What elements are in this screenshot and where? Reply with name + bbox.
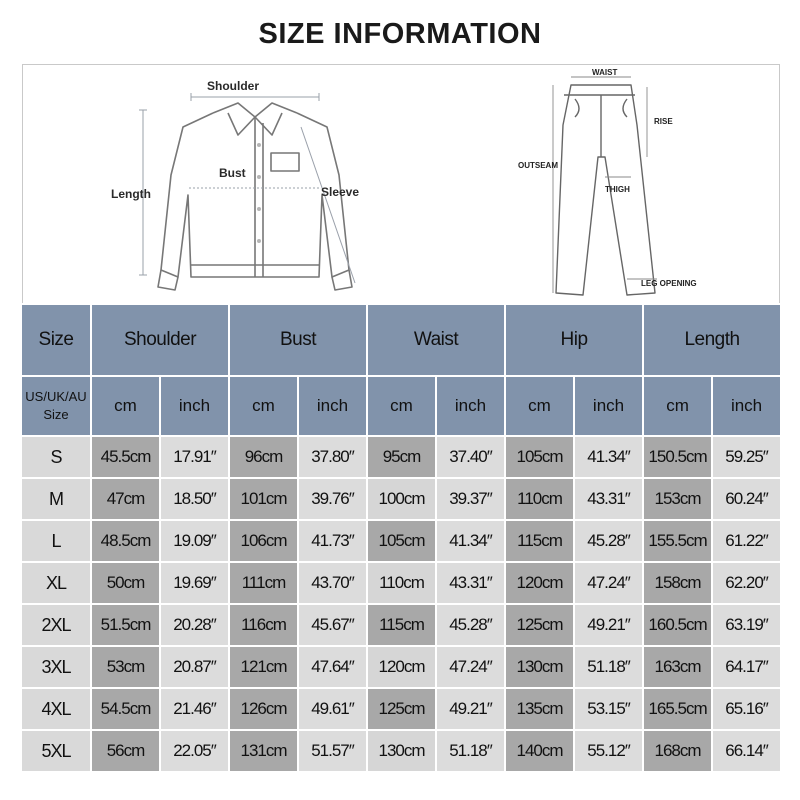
thigh-label: THIGH [605, 185, 630, 194]
subheader-cm: cm [230, 377, 297, 435]
inch-value-cell: 39.76″ [299, 479, 366, 519]
cm-value-cell: 53cm [92, 647, 159, 687]
shoulder-label: Shoulder [207, 79, 260, 93]
table-row [22, 521, 780, 561]
cm-value-cell: 115cm [368, 605, 435, 645]
sleeve-label: Sleeve [321, 185, 360, 199]
inch-value-cell: 47.64″ [299, 647, 366, 687]
size-cell: 4XL [22, 689, 90, 729]
cm-value-cell: 110cm [368, 563, 435, 603]
rise-label: RISE [654, 117, 673, 126]
subheader-inch: inch [437, 377, 504, 435]
inch-value-cell: 18.50″ [161, 479, 228, 519]
table-row [22, 437, 780, 477]
table-row [22, 563, 780, 603]
length-label: Length [111, 187, 151, 201]
inch-value-cell: 55.12″ [575, 731, 642, 771]
cm-value-cell: 168cm [644, 731, 711, 771]
subheader-cm: cm [644, 377, 711, 435]
cm-value-cell: 155.5cm [644, 521, 711, 561]
cm-value-cell: 95cm [368, 437, 435, 477]
inch-value-cell: 17.91″ [161, 437, 228, 477]
cm-value-cell: 54.5cm [92, 689, 159, 729]
inch-value-cell: 21.46″ [161, 689, 228, 729]
cm-value-cell: 51.5cm [92, 605, 159, 645]
size-cell: 2XL [22, 605, 90, 645]
inch-value-cell: 45.28″ [437, 605, 504, 645]
subheader-inch: inch [713, 377, 780, 435]
inch-value-cell: 51.18″ [437, 731, 504, 771]
inch-value-cell: 37.80″ [299, 437, 366, 477]
inch-value-cell: 39.37″ [437, 479, 504, 519]
cm-value-cell: 96cm [230, 437, 297, 477]
cm-value-cell: 106cm [230, 521, 297, 561]
subheader-inch: inch [299, 377, 366, 435]
cm-value-cell: 121cm [230, 647, 297, 687]
inch-value-cell: 61.22″ [713, 521, 780, 561]
cm-value-cell: 163cm [644, 647, 711, 687]
header-row [22, 305, 780, 375]
table-row [22, 605, 780, 645]
size-cell: S [22, 437, 90, 477]
cm-value-cell: 153cm [644, 479, 711, 519]
header-bust: Bust [230, 305, 366, 375]
size-chart-table [20, 303, 782, 773]
shirt-diagram [23, 65, 779, 303]
table-row [22, 689, 780, 729]
inch-value-cell: 59.25″ [713, 437, 780, 477]
inch-value-cell: 51.18″ [575, 647, 642, 687]
cm-value-cell: 131cm [230, 731, 297, 771]
cm-value-cell: 45.5cm [92, 437, 159, 477]
cm-value-cell: 48.5cm [92, 521, 159, 561]
inch-value-cell: 63.19″ [713, 605, 780, 645]
inch-value-cell: 37.40″ [437, 437, 504, 477]
outseam-label: OUTSEAM [518, 161, 558, 170]
inch-value-cell: 19.09″ [161, 521, 228, 561]
cm-value-cell: 165.5cm [644, 689, 711, 729]
waist-label: WAIST [592, 68, 618, 77]
cm-value-cell: 47cm [92, 479, 159, 519]
bust-label: Bust [219, 166, 246, 180]
size-cell: L [22, 521, 90, 561]
inch-value-cell: 66.14″ [713, 731, 780, 771]
inch-value-cell: 43.70″ [299, 563, 366, 603]
inch-value-cell: 43.31″ [437, 563, 504, 603]
inch-value-cell: 64.17″ [713, 647, 780, 687]
cm-value-cell: 111cm [230, 563, 297, 603]
inch-value-cell: 45.67″ [299, 605, 366, 645]
cm-value-cell: 125cm [368, 689, 435, 729]
cm-value-cell: 120cm [506, 563, 573, 603]
leg-opening-label: LEG OPENING [641, 279, 697, 288]
inch-value-cell: 53.15″ [575, 689, 642, 729]
inch-value-cell: 60.24″ [713, 479, 780, 519]
cm-value-cell: 56cm [92, 731, 159, 771]
subheader-inch: inch [161, 377, 228, 435]
subheader-cm: cm [92, 377, 159, 435]
subheader-cm: cm [506, 377, 573, 435]
cm-value-cell: 126cm [230, 689, 297, 729]
cm-value-cell: 50cm [92, 563, 159, 603]
inch-value-cell: 47.24″ [575, 563, 642, 603]
page-title: SIZE INFORMATION [258, 18, 542, 50]
subheader-size-word: Size [43, 407, 69, 422]
table-row [22, 479, 780, 519]
subheader-size-region: US/UK/AU [25, 389, 87, 404]
cm-value-cell: 110cm [506, 479, 573, 519]
inch-value-cell: 47.24″ [437, 647, 504, 687]
inch-value-cell: 41.73″ [299, 521, 366, 561]
size-cell: 5XL [22, 731, 90, 771]
inch-value-cell: 65.16″ [713, 689, 780, 729]
cm-value-cell: 158cm [644, 563, 711, 603]
cm-value-cell: 101cm [230, 479, 297, 519]
inch-value-cell: 41.34″ [575, 437, 642, 477]
table-row [22, 647, 780, 687]
subheader-row [22, 377, 780, 435]
cm-value-cell: 125cm [506, 605, 573, 645]
inch-value-cell: 51.57″ [299, 731, 366, 771]
inch-value-cell: 49.61″ [299, 689, 366, 729]
header-waist: Waist [368, 305, 504, 375]
cm-value-cell: 105cm [506, 437, 573, 477]
table-body [22, 437, 780, 771]
cm-value-cell: 140cm [506, 731, 573, 771]
cm-value-cell: 150.5cm [644, 437, 711, 477]
cm-value-cell: 115cm [506, 521, 573, 561]
inch-value-cell: 20.28″ [161, 605, 228, 645]
cm-value-cell: 120cm [368, 647, 435, 687]
cm-value-cell: 105cm [368, 521, 435, 561]
cm-value-cell: 130cm [368, 731, 435, 771]
inch-value-cell: 45.28″ [575, 521, 642, 561]
cm-value-cell: 130cm [506, 647, 573, 687]
subheader-cm: cm [368, 377, 435, 435]
size-cell: 3XL [22, 647, 90, 687]
inch-value-cell: 49.21″ [575, 605, 642, 645]
cm-value-cell: 100cm [368, 479, 435, 519]
cm-value-cell: 135cm [506, 689, 573, 729]
inch-value-cell: 62.20″ [713, 563, 780, 603]
subheader-inch: inch [575, 377, 642, 435]
inch-value-cell: 19.69″ [161, 563, 228, 603]
inch-value-cell: 22.05″ [161, 731, 228, 771]
cm-value-cell: 160.5cm [644, 605, 711, 645]
subheader-size [22, 377, 90, 435]
inch-value-cell: 49.21″ [437, 689, 504, 729]
header-size: Size [22, 305, 90, 375]
inch-value-cell: 41.34″ [437, 521, 504, 561]
header-length: Length [644, 305, 780, 375]
size-cell: M [22, 479, 90, 519]
table-row [22, 731, 780, 771]
inch-value-cell: 20.87″ [161, 647, 228, 687]
size-cell: XL [22, 563, 90, 603]
inch-value-cell: 43.31″ [575, 479, 642, 519]
size-diagram-panel [22, 64, 780, 303]
cm-value-cell: 116cm [230, 605, 297, 645]
header-shoulder: Shoulder [92, 305, 228, 375]
header-hip: Hip [506, 305, 642, 375]
